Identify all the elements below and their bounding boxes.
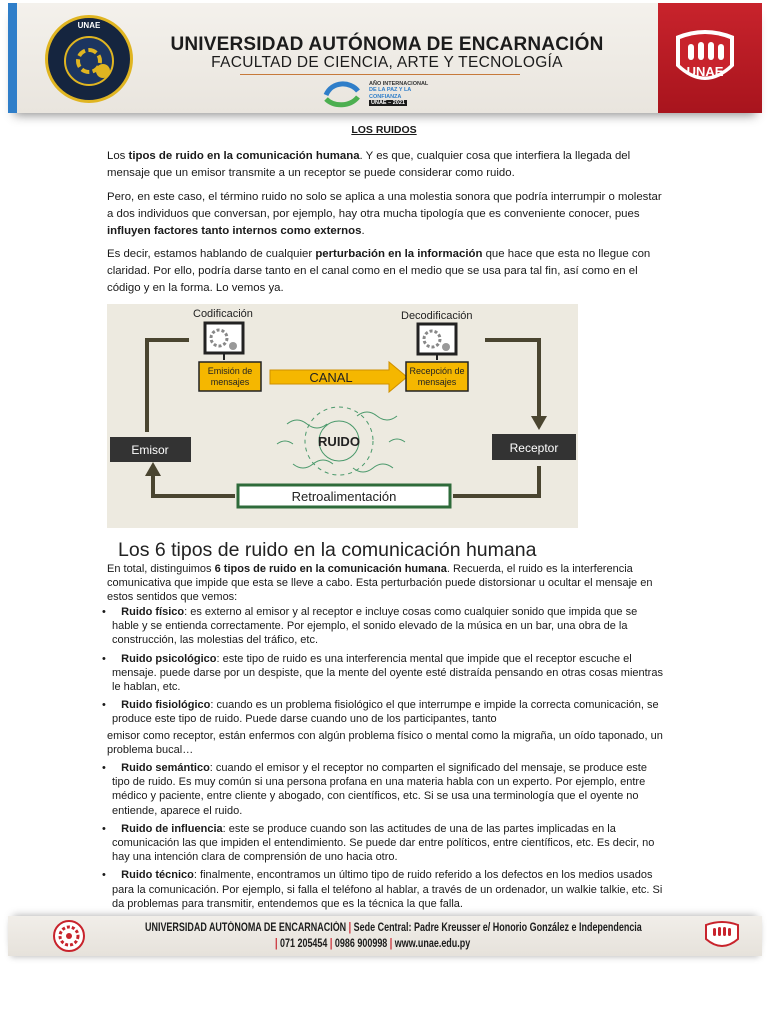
- arrow-head-right: [531, 416, 547, 430]
- emision-label-1: Emisión de: [207, 366, 253, 376]
- diagram-canvas: [107, 304, 578, 528]
- canal-label: CANAL: [309, 370, 353, 385]
- communication-diagram: [107, 304, 578, 528]
- ruido-label: RUIDO: [318, 434, 360, 449]
- arrow-head-left: [145, 462, 161, 476]
- receptor-label: Receptor: [509, 441, 559, 455]
- list-item: • Ruido de influencia: este se produce cuando son las actitudes de una de las partes implicadas en la comunicación las que impiden el entendimiento. Se puede dar entre políticos, entre científicos, etc. Es decir, no hay una intención clara de comprensión de uno hacia otro.: [102, 822, 655, 864]
- recepcion-label-2: mensajes: [417, 377, 457, 387]
- seal-label: UNAE: [77, 21, 101, 30]
- item-term: Ruido de influencia: [121, 822, 223, 835]
- item-term: Ruido fisiológico: [121, 699, 211, 712]
- peace-line-4: UNAE – 2021: [371, 99, 405, 106]
- paragraph-3-bold: perturbación en la información: [315, 248, 483, 260]
- unae-badge-label: UNAE: [686, 64, 724, 79]
- item-text: emisor como receptor, están enfermos con algún problema físico o mental como la migraña, un oído taponado, un problema bucal…: [107, 729, 663, 756]
- noise-types-list: [102, 605, 667, 915]
- footer-separator: |: [389, 938, 393, 950]
- section-heading: Los 6 tipos de ruido en la comunicación humana: [118, 539, 537, 561]
- paragraph-1-bold: tipos de ruido en la comunicación humana: [128, 150, 360, 162]
- footer-separator: |: [275, 938, 278, 950]
- loop-bottom-left: [153, 470, 235, 496]
- faculty-subtitle: FACULTAD DE CIENCIA, ARTE Y TECNOLOGÍA: [211, 54, 563, 71]
- footer-phone-2: 0986 900998: [334, 938, 388, 950]
- item-text: : finalmente, encontramos un último tipo de ruido referido a los defectos en los medios usados para la comunicación. Por ejemplo, si falla el teléfono al hablar, a través de un ordenador, un walkie talkie, etc. Si da problemas para transmitir, entendemos que es la técnica la que falla.: [112, 869, 663, 910]
- faculty-seal-logo: [45, 15, 133, 103]
- paragraph-2: [107, 189, 667, 240]
- document-title: LOS RUIDOS: [351, 124, 417, 136]
- item-term: Ruido físico: [121, 606, 185, 618]
- codificacion-label: Codificación: [193, 308, 253, 320]
- list-item: • Ruido técnico: finalmente, encontramos un último tipo de ruido referido a los defectos en los medios usados para la comunicación. Por ejemplo, si falla el teléfono al hablar, a través de un ordenador, un walkie talkie, etc. Si da problemas para transmitir, entendemos que es la técnica la que falla.: [102, 869, 663, 910]
- footer-line-2: [275, 938, 470, 950]
- paragraph-2-text-end: .: [361, 225, 365, 237]
- footer-phone-1: 071 205454: [280, 938, 328, 950]
- item-term: Ruido técnico: [121, 869, 194, 882]
- loop-bottom-right: [453, 466, 539, 496]
- emisor-label: Emisor: [131, 443, 169, 457]
- footer-address: Sede Central: Padre Kreusser e/ Honorio González e Independencia: [353, 922, 642, 934]
- paragraph-2-bold: influyen factores tanto internos como externos: [107, 225, 362, 237]
- decoder-box: [418, 324, 456, 354]
- footer-line-1: [145, 922, 642, 934]
- encoder-box: [205, 323, 243, 353]
- intro-text-end: . Recuerda, el ruido es la interferencia comunicativa que impide que esta se lleve a cabo. Esta perturbación puede distorsionar u ocultar el mensaje en estos sentidos que vemos:: [107, 563, 653, 604]
- item-term: Ruido psicológico: [121, 652, 217, 665]
- retro-label: Retroalimentación: [291, 489, 397, 504]
- list-item: • Ruido semántico: cuando el emisor y el receptor no comparten el significado del mensaje, se produce este tipo de ruido. Es muy común si una persona profana en una materia habla con un experto. Por ejemplo, entre médico y paciente, entre cliente y abogado, con científicos, etc. Si se usa una terminología que el oyente no entiende, aparece el ruido.: [102, 762, 647, 817]
- item-text: : cuando el emisor y el receptor no comparten el significado del mensaje, se produce este tipo de ruido. Es muy común si una persona profana en una materia habla con un experto. Por ejemplo, entre médico y paciente, entre cliente y abogado, con científicos, etc. Si se usa una terminología que el oyente no entiende, aparece el ruido.: [112, 762, 647, 817]
- list-item-continuation: [107, 729, 667, 757]
- footer-website-link[interactable]: www.unae.edu.py: [394, 938, 471, 950]
- peace-line-1: AÑO INTERNACIONAL: [369, 81, 429, 87]
- recepcion-label-1: Recepción de: [409, 366, 465, 376]
- footer-seal-logo: [52, 919, 86, 953]
- emision-label-2: mensajes: [210, 377, 250, 387]
- intro-text: En total, distinguimos: [107, 563, 215, 575]
- footer-separator: |: [329, 938, 333, 950]
- loop-left-arrow: [147, 340, 189, 432]
- section-intro: [107, 562, 667, 605]
- header-accent-bar: [8, 3, 17, 113]
- paragraph-1-text-end: . Y es que, cualquier cosa que interfiera la llegada del mensaje que un emisor transmite a un receptor se puede considerar como ruido.: [107, 150, 631, 179]
- university-title: UNIVERSIDAD AUTÓNOMA DE ENCARNACIÓN: [170, 34, 604, 55]
- item-term: Ruido semántico: [121, 762, 210, 775]
- paragraph-3-text-end: que hace que esta no llegue con claridad. Por ello, podría darse tanto en el canal como en el medio que se usa para tal fin, así como en el código y en la forma. Lo vemos ya.: [107, 248, 651, 294]
- footer-unae-badge: [702, 919, 742, 953]
- item-text: : este tipo de ruido es una interferencia mental que impide que el receptor escuche el mensaje. puede darse por un despiste, que la mente del oyente esté distraída pensando en otras cosas mientras le hablan, etc.: [112, 652, 663, 694]
- item-text: : este se produce cuando son las actitudes de una de las partes implicadas en la comunicación las que impiden el entendimiento. Se puede dar entre políticos, entre científicos, etc. Es decir, no hay una intención clara de comprensión de uno hacia otro.: [112, 822, 655, 864]
- peace-year-logo: [322, 79, 362, 109]
- intro-bold: 6 tipos de ruido en la comunicación humana: [214, 563, 447, 575]
- paragraph-1-text: Los: [107, 150, 129, 162]
- peace-line-3: CONFIANZA: [369, 93, 402, 100]
- footer-separator: |: [348, 922, 352, 934]
- paragraph-3: [107, 246, 667, 297]
- list-item: • Ruido fisiológico: cuando es un problema fisiológico el que interrumpe e impide la correcta comunicación, se produce este tipo de ruido. Puede darse cuando uno de los participantes, tanto: [102, 699, 659, 726]
- decodificacion-label: Decodificación: [401, 310, 473, 322]
- item-text: : cuando es un problema fisiológico el que interrumpe e impide la correcta comunicación, se produce este tipo de ruido. Puede darse cuando uno de los participantes, tanto: [112, 699, 659, 726]
- seal-inner-icon: [64, 36, 114, 86]
- peace-year-text: [369, 81, 428, 106]
- paragraph-3-text: Es decir, estamos hablando de cualquier: [107, 248, 316, 260]
- page-footer: [8, 916, 762, 956]
- gear-small-icon: [96, 64, 110, 78]
- item-text: : es externo al emisor y al receptor e incluye cosas como cualquier sonido que impida que se hable y se entienda correctamente. Por ejemplo, el sonido elevado de la música en un bar, una obra de la construcción, las molestias del tráfico, etc.: [112, 606, 638, 647]
- paragraph-1: [107, 148, 667, 182]
- unae-badge-logo: [668, 22, 742, 96]
- header-divider: [240, 74, 520, 75]
- loop-right-arrow: [485, 340, 539, 422]
- paragraph-2-text: Pero, en este caso, el término ruido no solo se aplica a una molestia sonora que podría interrumpir o molestar a dos individuos que conversan, por ejemplo, hay otra mucha tipología que es conveniente conocer, pues: [107, 191, 662, 220]
- list-item: • Ruido psicológico: este tipo de ruido es una interferencia mental que impide que el receptor escuche el mensaje. puede darse por un despiste, que la mente del oyente esté distraída pensando en otras cosas mientras le hablan, etc.: [102, 652, 663, 694]
- list-item: • Ruido físico: es externo al emisor y al receptor e incluye cosas como cualquier sonido que impida que se hable y se entienda correctamente. Por ejemplo, el sonido elevado de la música en un bar, una obra de la construcción, las molestias del tráfico, etc.: [102, 606, 638, 647]
- peace-line-2: DE LA PAZ Y LA: [369, 87, 412, 94]
- footer-university: UNIVERSIDAD AUTÓNOMA DE ENCARNACIÓN: [145, 922, 347, 934]
